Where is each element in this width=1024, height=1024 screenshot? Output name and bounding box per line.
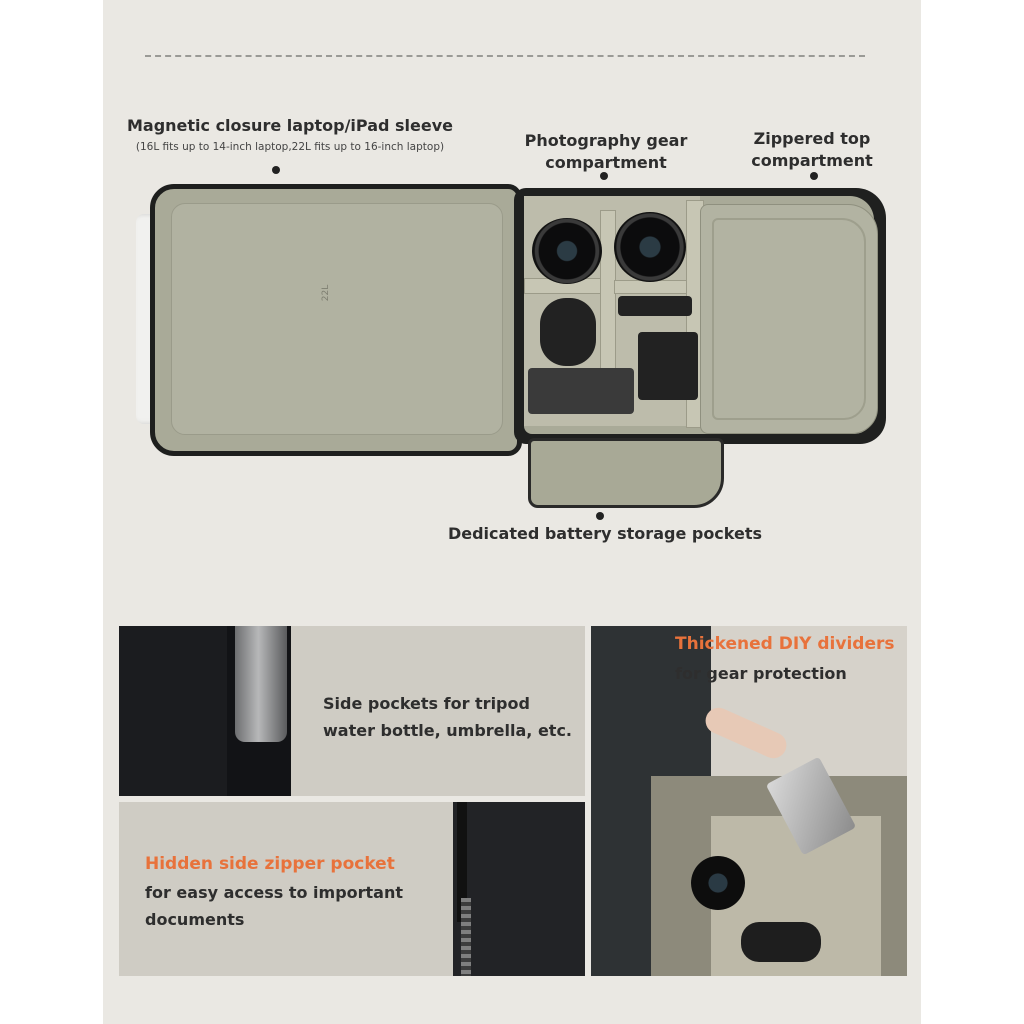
camera-body-image [528,368,634,414]
top-compartment-line2: compartment [751,151,873,170]
hidden-zipper-line2: documents [145,910,245,929]
dashed-divider [145,55,865,57]
side-pockets-tile [119,626,585,796]
dividers-title: Thickened DIY dividers [675,634,895,654]
accessory-image [618,296,692,316]
lens-image [691,856,745,910]
laptop-sleeve-note: (16L fits up to 14-inch laptop,22L fits up to 16-inch laptop) [135,141,445,153]
hidden-zipper-text [145,879,403,933]
callout-dot [596,512,604,520]
battery-image [638,332,698,400]
gear-compartment-label [520,130,692,174]
hidden-pocket-image [453,802,585,976]
battery-pockets-label: Dedicated battery storage pockets [447,524,763,543]
top-compartment-label [746,128,878,172]
hidden-zipper-line1: for easy access to important [145,883,404,902]
hidden-zipper-tile [119,802,585,976]
lens-image [614,212,686,282]
gear-compartment-line1: Photography gear [524,131,688,150]
dividers-tile [591,626,907,976]
lens-image [741,922,821,962]
bag-size-mark: 22L [321,284,332,302]
dividers-text: for gear protection [675,664,847,683]
top-compartment-line1: Zippered top [753,129,871,148]
laptop-sleeve-image [150,184,522,456]
zipper-seam [712,218,866,420]
side-pockets-line1: Side pockets for tripod [323,694,530,713]
side-pockets-text [323,690,572,744]
zipper-pull-image [461,898,471,976]
battery-pocket-image [528,438,724,508]
callout-dot [810,172,818,180]
lens-image [532,218,602,284]
hidden-zipper-title: Hidden side zipper pocket [145,854,395,874]
lens-body-image [540,298,596,366]
callout-dot [272,166,280,174]
side-pockets-line2: water bottle, umbrella, etc. [323,721,572,740]
callout-dot [600,172,608,180]
gear-compartment-line2: compartment [545,153,667,172]
hand-image [701,704,790,763]
water-bottle-image [235,626,287,742]
laptop-sleeve-label: Magnetic closure laptop/iPad sleeve [126,116,454,135]
